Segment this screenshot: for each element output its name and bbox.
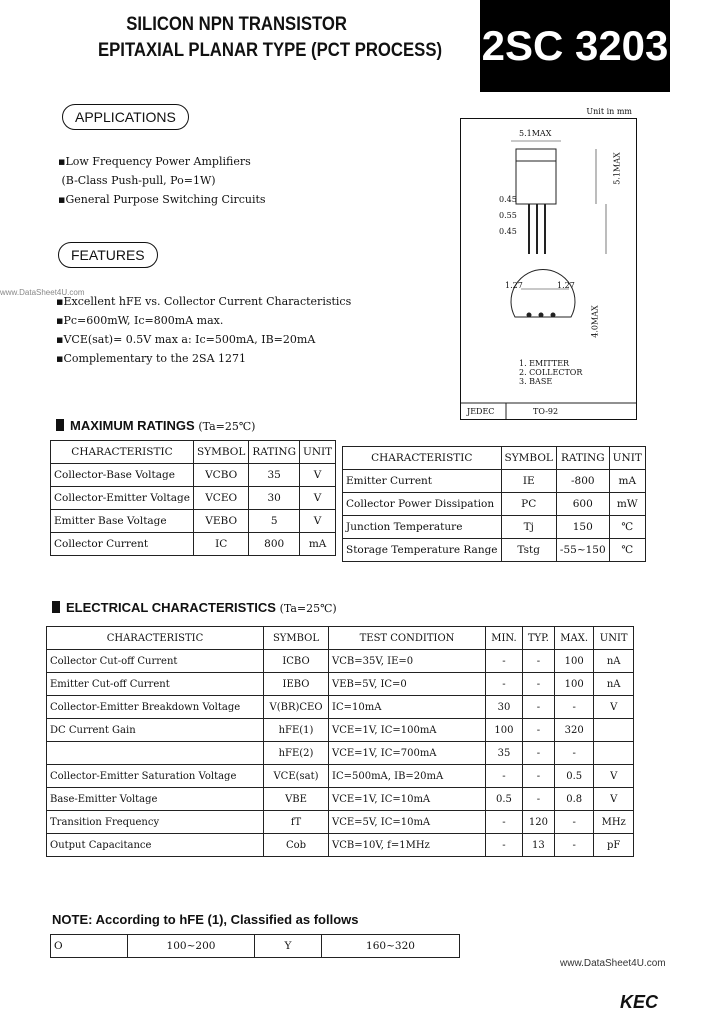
column-header: MAX. — [554, 627, 594, 650]
condition: (Ta=25℃) — [279, 602, 337, 615]
table-row — [47, 834, 634, 857]
cell: - — [486, 811, 523, 834]
cell: Storage Temperature Range — [343, 539, 502, 562]
watermark-left: www.DataSheet4U.com — [0, 288, 85, 297]
cell: fT — [264, 811, 329, 834]
cell: 0.5 — [486, 788, 523, 811]
cell: hFE(2) — [264, 742, 329, 765]
title-line-2: EPITAXIAL PLANAR TYPE (PCT PROCESS) — [98, 40, 443, 61]
cell: - — [522, 719, 554, 742]
cell: pF — [594, 834, 634, 857]
cell: -800 — [556, 470, 609, 493]
cell: IC=500mA, IB=20mA — [329, 765, 486, 788]
pin-item: 1. EMITTER — [519, 359, 570, 368]
cell: V — [594, 696, 634, 719]
cell: V — [300, 464, 336, 487]
brand-logo: KEC — [620, 992, 659, 1012]
cell: Output Capacitance — [47, 834, 264, 857]
column-header: SYMBOL — [264, 627, 329, 650]
cell: Y — [255, 935, 322, 958]
table-row — [51, 487, 336, 510]
cell: IEBO — [264, 673, 329, 696]
max-ratings-heading: MAXIMUM RATINGS (Ta=25℃) — [56, 418, 255, 433]
cell: - — [522, 650, 554, 673]
table-row — [343, 470, 646, 493]
cell: VCB=10V, f=1MHz — [329, 834, 486, 857]
feature-item: ▪Excellent hFE vs. Collector Current Characteristics — [56, 295, 352, 308]
electrical-heading: ELECTRICAL CHARACTERISTICS (Ta=25℃) — [52, 600, 337, 615]
cell: Emitter Cut-off Current — [47, 673, 264, 696]
cell: 30 — [249, 487, 300, 510]
cell: O — [51, 935, 128, 958]
cell: Collector-Base Voltage — [51, 464, 194, 487]
cell: mA — [609, 470, 645, 493]
cell: 13 — [522, 834, 554, 857]
table-row — [47, 765, 634, 788]
cell: MHz — [594, 811, 634, 834]
header-title — [98, 12, 443, 64]
cell: Emitter Current — [343, 470, 502, 493]
cell: 320 — [554, 719, 594, 742]
cell: - — [486, 765, 523, 788]
cell: Tstg — [501, 539, 556, 562]
dim-label: 0.45 — [499, 227, 517, 236]
jedec-value: TO-92 — [533, 407, 559, 416]
classification-table — [50, 934, 460, 958]
bullet-square — [56, 419, 64, 431]
table-row — [47, 742, 634, 765]
table-row — [343, 516, 646, 539]
table-row — [47, 673, 634, 696]
cell: VCBO — [193, 464, 248, 487]
cell: Tj — [501, 516, 556, 539]
feature-item: ▪Pc=600mW, Ic=800mA max. — [56, 314, 224, 327]
cell: Collector Power Dissipation — [343, 493, 502, 516]
cell: 150 — [556, 516, 609, 539]
table-row — [47, 719, 634, 742]
cell: - — [554, 834, 594, 857]
table-header-row — [47, 627, 634, 650]
pin-item: 2. COLLECTOR — [519, 368, 583, 377]
cell: Collector-Emitter Voltage — [51, 487, 194, 510]
column-header: TYP. — [522, 627, 554, 650]
table-row — [343, 539, 646, 562]
dim-label: 4.0MAX — [590, 305, 600, 338]
cell: - — [522, 673, 554, 696]
cell: VCE(sat) — [264, 765, 329, 788]
cell: VCE=5V, IC=10mA — [329, 811, 486, 834]
cell: IC — [193, 533, 248, 556]
condition: (Ta=25℃) — [198, 420, 256, 433]
dim-label: 1.27 — [557, 281, 575, 290]
cell: Junction Temperature — [343, 516, 502, 539]
cell: 120 — [522, 811, 554, 834]
cell: - — [486, 834, 523, 857]
cell: - — [522, 765, 554, 788]
cell: VEBO — [193, 510, 248, 533]
application-item: (B-Class Push-pull, Po=1W) — [61, 174, 216, 187]
column-header: RATING — [556, 447, 609, 470]
cell: 35 — [486, 742, 523, 765]
cell: 160~320 — [322, 935, 460, 958]
cell: - — [554, 811, 594, 834]
footer-watermark: www.DataSheet4U.com — [560, 958, 666, 969]
cell — [594, 742, 634, 765]
cell: V — [300, 487, 336, 510]
cell: 100 — [554, 650, 594, 673]
dim-label: 0.55 — [499, 211, 517, 220]
table-row — [51, 464, 336, 487]
applications-heading: APPLICATIONS — [62, 104, 189, 130]
column-header: UNIT — [300, 441, 336, 464]
cell: nA — [594, 650, 634, 673]
unit-label: Unit in mm — [586, 107, 632, 116]
table-row — [51, 935, 460, 958]
title-line-1: SILICON NPN TRANSISTOR — [126, 14, 347, 35]
column-header: SYMBOL — [501, 447, 556, 470]
applications-list — [58, 152, 266, 209]
cell: 5 — [249, 510, 300, 533]
cell: - — [522, 788, 554, 811]
cell: V — [594, 765, 634, 788]
cell: V(BR)CEO — [264, 696, 329, 719]
cell: 600 — [556, 493, 609, 516]
feature-item: ▪Complementary to the 2SA 1271 — [56, 352, 246, 365]
table-row — [47, 811, 634, 834]
cell: Collector-Emitter Breakdown Voltage — [47, 696, 264, 719]
cell: DC Current Gain — [47, 719, 264, 742]
package-drawing — [460, 107, 637, 420]
cell: 100 — [486, 719, 523, 742]
cell: VBE — [264, 788, 329, 811]
column-header: MIN. — [486, 627, 523, 650]
cell: Collector Cut-off Current — [47, 650, 264, 673]
electrical-table — [46, 626, 634, 857]
column-header: CHARACTERISTIC — [51, 441, 194, 464]
cell: - — [486, 673, 523, 696]
cell: VCEO — [193, 487, 248, 510]
column-header: TEST CONDITION — [329, 627, 486, 650]
features-list — [56, 292, 351, 368]
cell: ℃ — [609, 516, 645, 539]
cell: V — [300, 510, 336, 533]
application-item: ▪General Purpose Switching Circuits — [58, 193, 266, 206]
cell: VCE=1V, IC=700mA — [329, 742, 486, 765]
cell: Collector-Emitter Saturation Voltage — [47, 765, 264, 788]
dim-label: 5.1MAX — [519, 129, 552, 138]
table-row — [47, 696, 634, 719]
dim-label: 1.27 — [505, 281, 523, 290]
column-header: RATING — [249, 441, 300, 464]
cell: 800 — [249, 533, 300, 556]
cell: 100 — [554, 673, 594, 696]
max-ratings-table-right — [342, 446, 646, 562]
cell: Transition Frequency — [47, 811, 264, 834]
column-header: CHARACTERISTIC — [47, 627, 264, 650]
pin-list — [519, 359, 582, 386]
jedec-label: JEDEC — [467, 407, 495, 416]
table-header-row — [343, 447, 646, 470]
cell: mA — [300, 533, 336, 556]
dim-label: 5.1MAX — [612, 152, 622, 185]
cell — [594, 719, 634, 742]
cell: Emitter Base Voltage — [51, 510, 194, 533]
cell: 100~200 — [128, 935, 255, 958]
cell: ℃ — [609, 539, 645, 562]
cell: VCE=1V, IC=10mA — [329, 788, 486, 811]
cell: V — [594, 788, 634, 811]
cell: ICBO — [264, 650, 329, 673]
cell: VCE=1V, IC=100mA — [329, 719, 486, 742]
features-heading: FEATURES — [58, 242, 158, 268]
application-item: ▪Low Frequency Power Amplifiers — [58, 155, 251, 168]
table-row — [47, 788, 634, 811]
pin-item: 3. BASE — [519, 377, 553, 386]
cell: VEB=5V, IC=0 — [329, 673, 486, 696]
cell: mW — [609, 493, 645, 516]
table-row — [51, 510, 336, 533]
cell: 0.8 — [554, 788, 594, 811]
column-header: UNIT — [594, 627, 634, 650]
cell: 35 — [249, 464, 300, 487]
cell: hFE(1) — [264, 719, 329, 742]
cell: Cob — [264, 834, 329, 857]
cell: - — [554, 742, 594, 765]
cell: 0.5 — [554, 765, 594, 788]
cell: - — [554, 696, 594, 719]
cell: Base-Emitter Voltage — [47, 788, 264, 811]
table-row — [343, 493, 646, 516]
cell: Collector Current — [51, 533, 194, 556]
feature-item: ▪VCE(sat)= 0.5V max a: Ic=500mA, IB=20mA — [56, 333, 316, 346]
cell: -55~150 — [556, 539, 609, 562]
cell: - — [486, 650, 523, 673]
part-number: 2SC 3203 — [480, 0, 670, 92]
max-ratings-table-left — [50, 440, 336, 556]
table-row — [47, 650, 634, 673]
bullet-square — [52, 601, 60, 613]
cell: VCB=35V, IE=0 — [329, 650, 486, 673]
table-row — [51, 533, 336, 556]
cell: nA — [594, 673, 634, 696]
cell: - — [522, 742, 554, 765]
note-heading: NOTE: According to hFE (1), Classified as follows — [52, 912, 359, 927]
cell: IC=10mA — [329, 696, 486, 719]
cell — [47, 742, 264, 765]
cell: 30 — [486, 696, 523, 719]
cell: IE — [501, 470, 556, 493]
cell: - — [522, 696, 554, 719]
column-header: CHARACTERISTIC — [343, 447, 502, 470]
table-header-row — [51, 441, 336, 464]
column-header: SYMBOL — [193, 441, 248, 464]
column-header: UNIT — [609, 447, 645, 470]
cell: PC — [501, 493, 556, 516]
dim-label: 0.45 — [499, 195, 517, 204]
